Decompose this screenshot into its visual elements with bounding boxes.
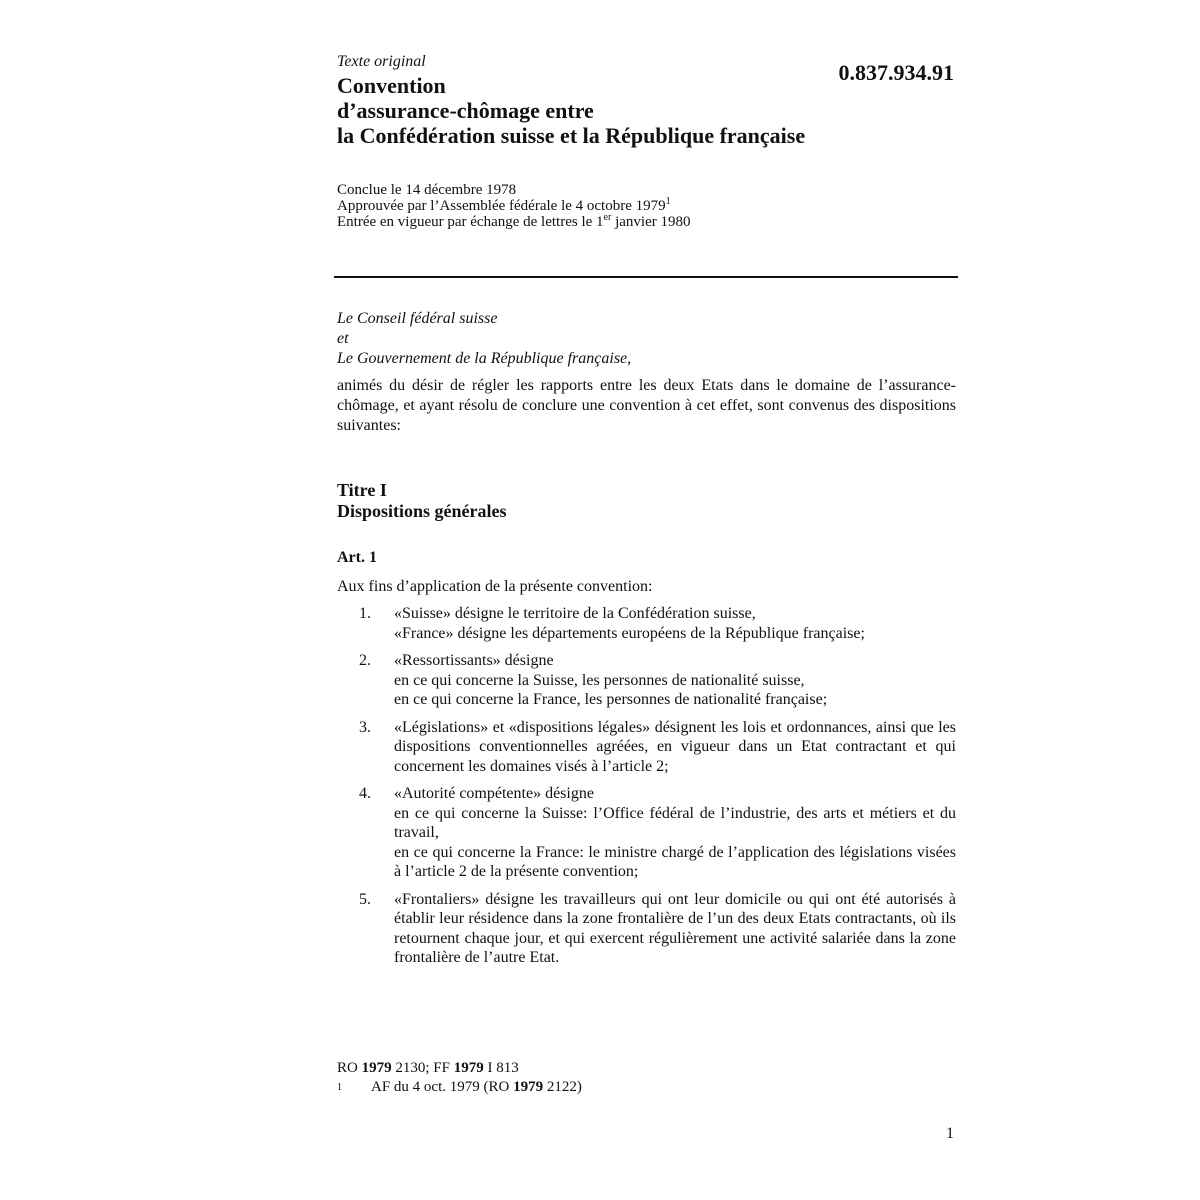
footnote-year: 1979 xyxy=(513,1079,544,1095)
section-heading xyxy=(337,480,507,522)
item-line: en ce qui concerne la Suisse: l’Office fédéral de l’industrie, des arts et métiers et du travail, xyxy=(394,804,956,841)
item-line: en ce qui concerne la Suisse, les personnes de nationalité suisse, xyxy=(394,671,805,689)
approved-text: Approuvée par l’Assemblée fédérale le 4 octobre 1979 xyxy=(337,198,666,214)
parties-conjunction: et xyxy=(337,330,349,347)
footnote-suffix: 2122) xyxy=(543,1079,582,1095)
ff-year: 1979 xyxy=(453,1060,484,1076)
document-number: 0.837.934.91 xyxy=(838,60,954,85)
entry-superscript: er xyxy=(603,212,612,223)
item-line: «Autorité compétente» désigne xyxy=(394,785,594,802)
ro-page: 2130; FF xyxy=(391,1060,454,1076)
entry-suffix: janvier 1980 xyxy=(611,214,691,230)
header-divider xyxy=(334,276,958,278)
party-switzerland: Le Conseil fédéral suisse xyxy=(337,310,498,327)
item-number: 4. xyxy=(359,785,371,802)
list-item xyxy=(337,890,956,968)
title-line: Convention xyxy=(337,73,446,98)
footnote-1 xyxy=(337,1078,582,1097)
list-item xyxy=(337,651,956,710)
item-line: en ce qui concerne la France, les personnes de nationalité française; xyxy=(394,691,828,708)
article-heading: Art. 1 xyxy=(337,549,377,566)
item-line: «Ressortissants» désigne xyxy=(394,652,554,669)
entry-prefix: Entrée en vigueur par échange de lettres le 1 xyxy=(337,214,604,230)
definitions-list xyxy=(337,604,956,976)
party-france: Le Gouvernement de la République française, xyxy=(337,350,632,367)
list-item xyxy=(337,604,956,643)
ff-page: I 813 xyxy=(483,1060,519,1076)
document-metadata xyxy=(337,182,690,230)
list-item xyxy=(337,718,956,777)
item-number: 3. xyxy=(359,718,371,736)
parties xyxy=(337,309,631,369)
approved-date xyxy=(337,198,690,214)
item-number: 5. xyxy=(359,890,371,908)
preamble: animés du désir de régler les rapports entre les deux Etats dans le domaine de l’assurance-chômage, et ayant résolu de conclure une convention à cet effet, sont convenus des dispositions suivantes: xyxy=(337,377,956,434)
ro-prefix: RO xyxy=(337,1060,362,1076)
item-number: 1. xyxy=(359,605,371,622)
ro-year: 1979 xyxy=(361,1060,392,1076)
article-intro: Aux fins d’application de la présente convention: xyxy=(337,578,653,595)
original-text-label: Texte original xyxy=(337,53,426,70)
item-line: «Suisse» désigne le territoire de la Confédération suisse, xyxy=(394,605,756,622)
list-item xyxy=(337,784,956,882)
footnotes xyxy=(337,1059,582,1097)
section-number: Titre I xyxy=(337,480,387,500)
document-title xyxy=(337,73,805,148)
item-line: «Législations» et «dispositions légales» désignent les lois et ordonnances, ainsi que les dispositions conventionnelles agréées, en vigueur dans un Etat contractant et qui concernent les domaines visés à l’article 2; xyxy=(394,718,956,775)
item-line: en ce qui concerne la France: le ministre chargé de l’application des législations visées à l’article 2 de la présente convention; xyxy=(394,843,956,880)
item-line: «France» désigne les départements européens de la République française; xyxy=(394,624,865,642)
item-line: «Frontaliers» désigne les travailleurs qui ont leur domicile ou qui ont été autorisés à établir leur résidence dans la zone frontalière de l’un des deux Etats contractants, où ils retournent chaque jour, et qui exercent régulièrement une activité salariée dans la zone frontalière de l’autre Etat. xyxy=(394,890,956,966)
concluded-date: Conclue le 14 décembre 1978 xyxy=(337,182,517,198)
section-title: Dispositions générales xyxy=(337,501,507,521)
title-line: la Confédération suisse et la République française xyxy=(337,123,806,148)
title-line: d’assurance-chômage entre xyxy=(337,98,594,123)
footnote-ref: 1 xyxy=(665,196,671,207)
entry-into-force xyxy=(337,214,690,230)
official-references xyxy=(337,1059,582,1078)
footnote-mark: 1 xyxy=(337,1082,342,1093)
page-number: 1 xyxy=(946,1125,954,1142)
footnote-text: AF du 4 oct. 1979 (RO xyxy=(371,1079,514,1095)
item-number: 2. xyxy=(359,652,371,669)
